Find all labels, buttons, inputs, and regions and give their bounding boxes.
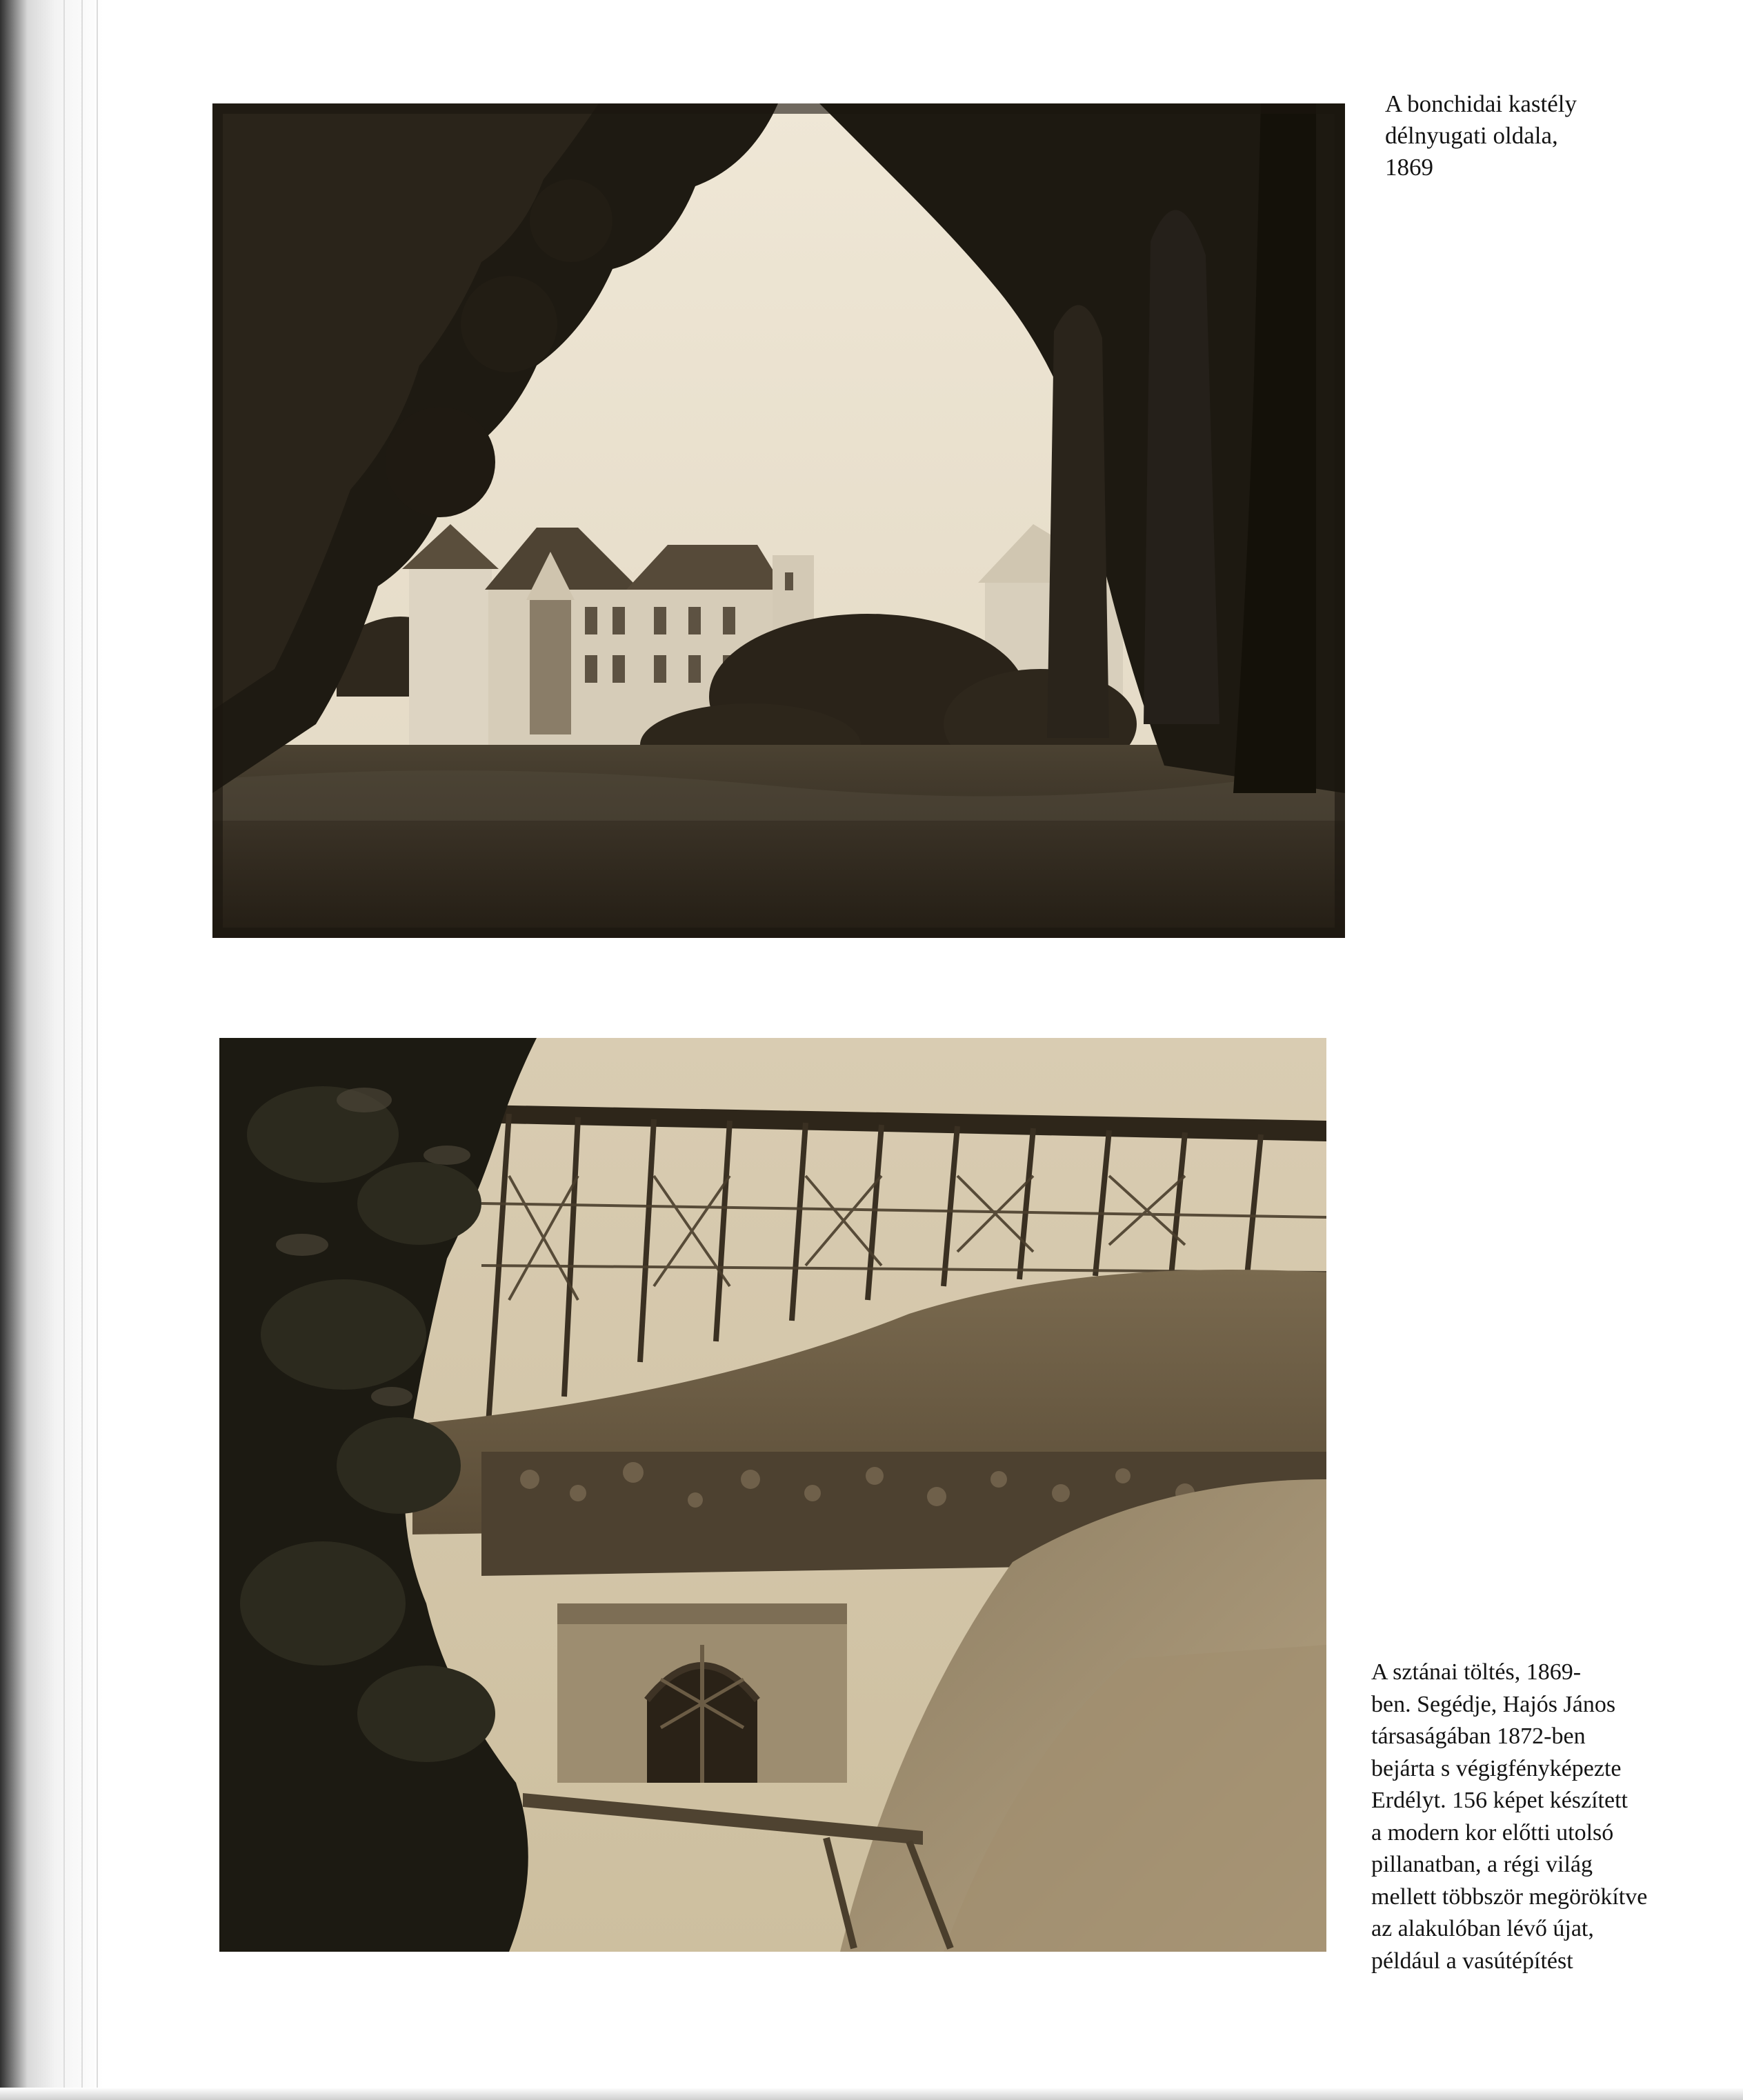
caption-line: ben. Segédje, Hajós János (1371, 1691, 1616, 1717)
caption-line: például a vasútépítést (1371, 1948, 1573, 1974)
page-edge-line (97, 0, 98, 2100)
railway-embankment-photograph (219, 1038, 1326, 1952)
caption-line: mellett többször megörökítve (1371, 1883, 1648, 1910)
page-edge-line (81, 0, 83, 2100)
page-bottom-edge (0, 2088, 1743, 2100)
caption-line: 1869 (1385, 154, 1433, 181)
page-edge-line (63, 0, 65, 2100)
caption-line: bejárta s végigfényképezte (1371, 1755, 1622, 1781)
book-spine-shadow (0, 0, 103, 2100)
caption-line: az alakulóban lévő újat, (1371, 1916, 1594, 1941)
top-photo-caption (1385, 88, 1661, 183)
caption-line: a modern kor előtti utolsó (1371, 1819, 1614, 1846)
caption-line: délnyugati oldala, (1385, 122, 1558, 149)
bottom-photo-caption (1371, 1657, 1675, 1977)
castle-photograph (212, 103, 1345, 938)
caption-line: A sztánai töltés, 1869- (1371, 1659, 1582, 1685)
caption-line: A bonchidai kastély (1385, 90, 1577, 117)
caption-line: társaságában 1872-ben (1371, 1723, 1586, 1749)
caption-line: Erdélyt. 156 képet készített (1371, 1788, 1628, 1813)
caption-line: pillanatban, a régi világ (1371, 1852, 1593, 1877)
